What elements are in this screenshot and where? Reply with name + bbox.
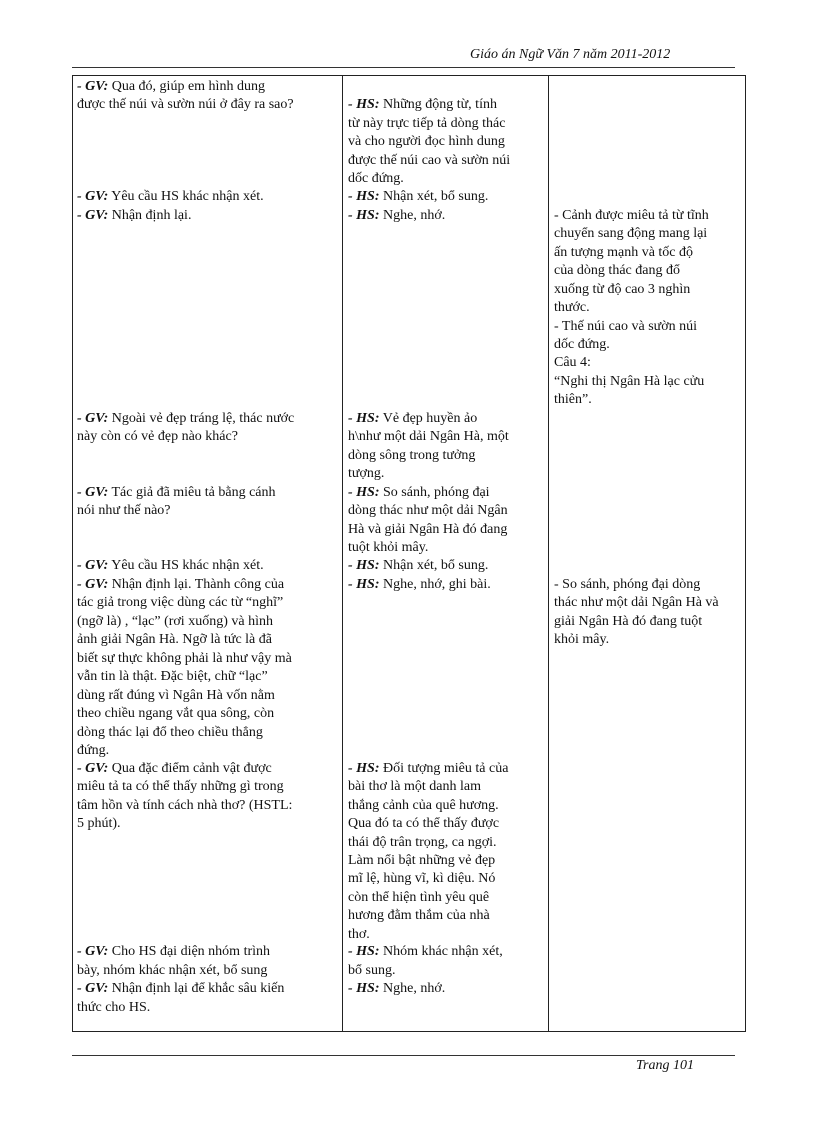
line-text: thái độ trân trọng, ca ngợi. [348,835,497,850]
col1-line [77,78,265,97]
role-label: - HS: [348,558,380,573]
line-text: Làm nổi bật những vẻ đẹp [348,853,496,868]
col2-line [348,188,488,207]
col1-line [77,962,267,981]
line-text: bổ sung. [348,963,396,978]
col2-line [348,760,508,779]
line-text: tác giả trong việc dùng các từ “nghĩ” [77,595,284,610]
line-text: thắng cảnh của quê hương. [348,798,499,813]
col1-line [77,724,263,743]
col1-line [77,668,268,687]
col1-line [77,705,274,724]
col2-line [348,889,489,908]
line-text: dòng thác như một dải Ngân [348,503,508,518]
col1-line [77,650,292,669]
col1-line [77,687,275,706]
col1-line [77,484,276,503]
role-label: - GV: [77,981,109,996]
col2-line [348,907,490,926]
col1-line [77,576,284,595]
role-label: - GV: [77,577,109,592]
col3-line [554,373,704,392]
line-text: h\như một dải Ngân Hà, một [348,429,509,444]
line-text: miêu tả ta có thể thấy những gì trong [77,779,284,794]
col1-line [77,760,272,779]
col1-line [77,410,294,429]
col2-line [348,557,488,576]
role-label: - HS: [348,577,380,592]
header-title: Giáo án Ngữ Văn 7 năm 2011-2012 [470,47,671,62]
line-text: của dòng thác đang đổ [554,263,680,278]
line-text: giải Ngân Hà đó đang tuột [554,614,703,629]
header-rule [72,67,735,68]
role-label: - GV: [77,189,109,204]
role-label: - HS: [348,97,380,112]
line-text: Nghe, nhớ. [379,208,446,223]
line-text: tâm hồn và tính cách nhà thơ? (HSTL: [77,798,293,813]
role-label: - GV: [77,485,109,500]
line-text: được thế núi và sườn núi ở đây ra sao? [77,97,294,112]
col3-line [554,354,591,373]
line-text: xuống từ độ cao 3 nghìn [554,282,691,297]
line-text: dòng sông trong tưởng [348,448,476,463]
col2-line [348,980,445,999]
line-text: vẫn tin là thật. Đặc biệt, chữ “lạc” [77,669,268,684]
line-text: thước. [554,300,590,315]
column-divider-1 [342,75,343,1032]
col2-line [348,870,495,889]
col1-line [77,613,273,632]
col1-line [77,631,272,650]
col3-line [554,576,700,595]
column-divider-2 [548,75,549,1032]
line-text: dùng rất đúng vì Ngân Hà vốn nằm [77,688,275,703]
col2-line [348,815,499,834]
line-text: thơ. [348,927,370,942]
line-text: Tác giả đã miêu tả bằng cánh [108,485,276,500]
col2-line [348,926,370,945]
col1-line [77,428,238,447]
line-text: dòng thác lại đổ theo chiều thẳng [77,725,263,740]
col3-line [554,318,697,337]
line-text: ảnh giải Ngân Hà. Ngỡ là tức là đã [77,632,272,647]
line-text: nói như thế nào? [77,503,171,518]
line-text: Cho HS đại diện nhóm trình [108,944,271,959]
col1-line [77,797,292,816]
line-text: Qua đó ta có thể thấy được [348,816,500,831]
col2-line [348,152,510,171]
line-text: Ngoài vẻ đẹp tráng lệ, thác nước [108,411,295,426]
col3-line [554,299,590,318]
role-label: - HS: [348,981,380,996]
line-text: đứng. [77,743,110,758]
col3-line [554,262,680,281]
line-text: Nhận xét, bổ sung. [379,558,489,573]
line-text: Câu 4: [554,355,591,370]
col2-line [348,465,384,484]
col2-line [348,170,404,189]
line-text: Yêu cầu HS khác nhận xét. [108,189,264,204]
col2-line [348,834,497,853]
line-text: thức cho HS. [77,1000,151,1015]
line-text: 5 phút). [77,816,121,831]
col2-line [348,502,508,521]
line-text: dốc đứng. [554,337,610,352]
line-text: chuyển sang động mang lại [554,226,708,241]
role-label: - HS: [348,485,380,500]
line-text: Vẻ đẹp huyền ảo [379,411,478,426]
col1-line [77,207,191,226]
line-text: “Nghi thị Ngân Hà lạc cửu [554,374,705,389]
line-text: Nhận định lại để khắc sâu kiến [108,981,285,996]
line-text: Nhận định lại. [108,208,192,223]
col1-line [77,980,284,999]
line-text: tuột khỏi mây. [348,540,429,555]
role-label: - GV: [77,558,109,573]
line-text: này còn có vẻ đẹp nào khác? [77,429,238,444]
col2-line [348,96,497,115]
col1-line [77,594,283,613]
col2-line [348,115,505,134]
col3-line [554,207,709,226]
col2-line [348,447,475,466]
role-label: - HS: [348,944,380,959]
line-text: Nghe, nhớ. [379,981,446,996]
col1-line [77,778,284,797]
line-text: Hà và giải Ngân Hà đó đang [348,522,508,537]
role-label: - HS: [348,208,380,223]
col2-line [348,852,495,871]
line-text: Qua đó, giúp em hình dung [108,79,265,94]
role-label: - GV: [77,411,109,426]
col1-line [77,742,109,761]
line-text: Nhận xét, bổ sung. [379,189,489,204]
line-text: Qua đặc điểm cảnh vật được [108,761,272,776]
line-text: Nhóm khác nhận xét, [379,944,503,959]
line-text: Yêu cầu HS khác nhận xét. [108,558,264,573]
line-text: hương đằm thắm của nhà [348,908,490,923]
line-text: Đối tượng miêu tả của [379,761,509,776]
role-label: - HS: [348,761,380,776]
role-label: - HS: [348,189,380,204]
col2-line [348,428,509,447]
col2-line [348,539,428,558]
line-text: và cho người đọc hình dung [348,134,505,149]
role-label: - GV: [77,944,109,959]
line-text: - So sánh, phóng đại dòng [554,577,701,592]
line-text: ấn tượng mạnh và tốc độ [554,245,694,260]
col1-line [77,815,121,834]
col2-line [348,962,395,981]
col3-line [554,391,592,410]
col2-line [348,943,503,962]
col1-line [77,96,294,115]
col2-line [348,576,491,595]
role-label: - GV: [77,79,109,94]
line-text: còn thể hiện tình yêu quê [348,890,490,905]
role-label: - GV: [77,208,109,223]
line-text: từ này trực tiếp tả dòng thác [348,116,506,131]
col2-line [348,484,490,503]
col1-line [77,557,264,576]
line-text: thác như một dải Ngân Hà và [554,595,719,610]
line-text: bài thơ là một danh lam [348,779,481,794]
line-text: (ngỡ là) , “lạc” (rơi xuống) và hình [77,614,273,629]
col1-line [77,188,264,207]
footer-rule [72,1055,735,1056]
line-text: Nghe, nhớ, ghi bài. [379,577,491,592]
line-text: được thế núi cao và sườn núi [348,153,511,168]
line-text: tượng. [348,466,385,481]
col2-line [348,207,445,226]
line-text: theo chiều ngang vắt qua sông, còn [77,706,275,721]
col1-line [77,943,270,962]
col2-line [348,797,499,816]
line-text: - Cảnh được miêu tả từ tĩnh [554,208,709,223]
col3-line [554,336,610,355]
col2-line [348,133,505,152]
line-text: Nhận định lại. Thành công của [108,577,285,592]
line-text: Những động từ, tính [379,97,497,112]
line-text: - Thế núi cao và sườn núi [554,319,698,334]
col1-line [77,999,150,1018]
line-text: dốc đứng. [348,171,404,186]
role-label: - GV: [77,761,109,776]
line-text: khỏi mây. [554,632,610,647]
col3-line [554,244,693,263]
line-text: So sánh, phóng đại [379,485,490,500]
line-text: mĩ lệ, hùng vĩ, kì diệu. Nó [348,871,496,886]
line-text: thiên”. [554,392,592,407]
col3-line [554,225,707,244]
col1-line [77,502,171,521]
col2-line [348,410,477,429]
line-text: biết sự thực không phải là như vậy mà [77,651,292,666]
col3-line [554,631,609,650]
col3-line [554,281,690,300]
role-label: - HS: [348,411,380,426]
col2-line [348,778,481,797]
col2-line [348,521,507,540]
col3-line [554,613,702,632]
line-text: bày, nhóm khác nhận xét, bổ sung [77,963,268,978]
col3-line [554,594,719,613]
page-number: Trang 101 [636,1058,694,1073]
